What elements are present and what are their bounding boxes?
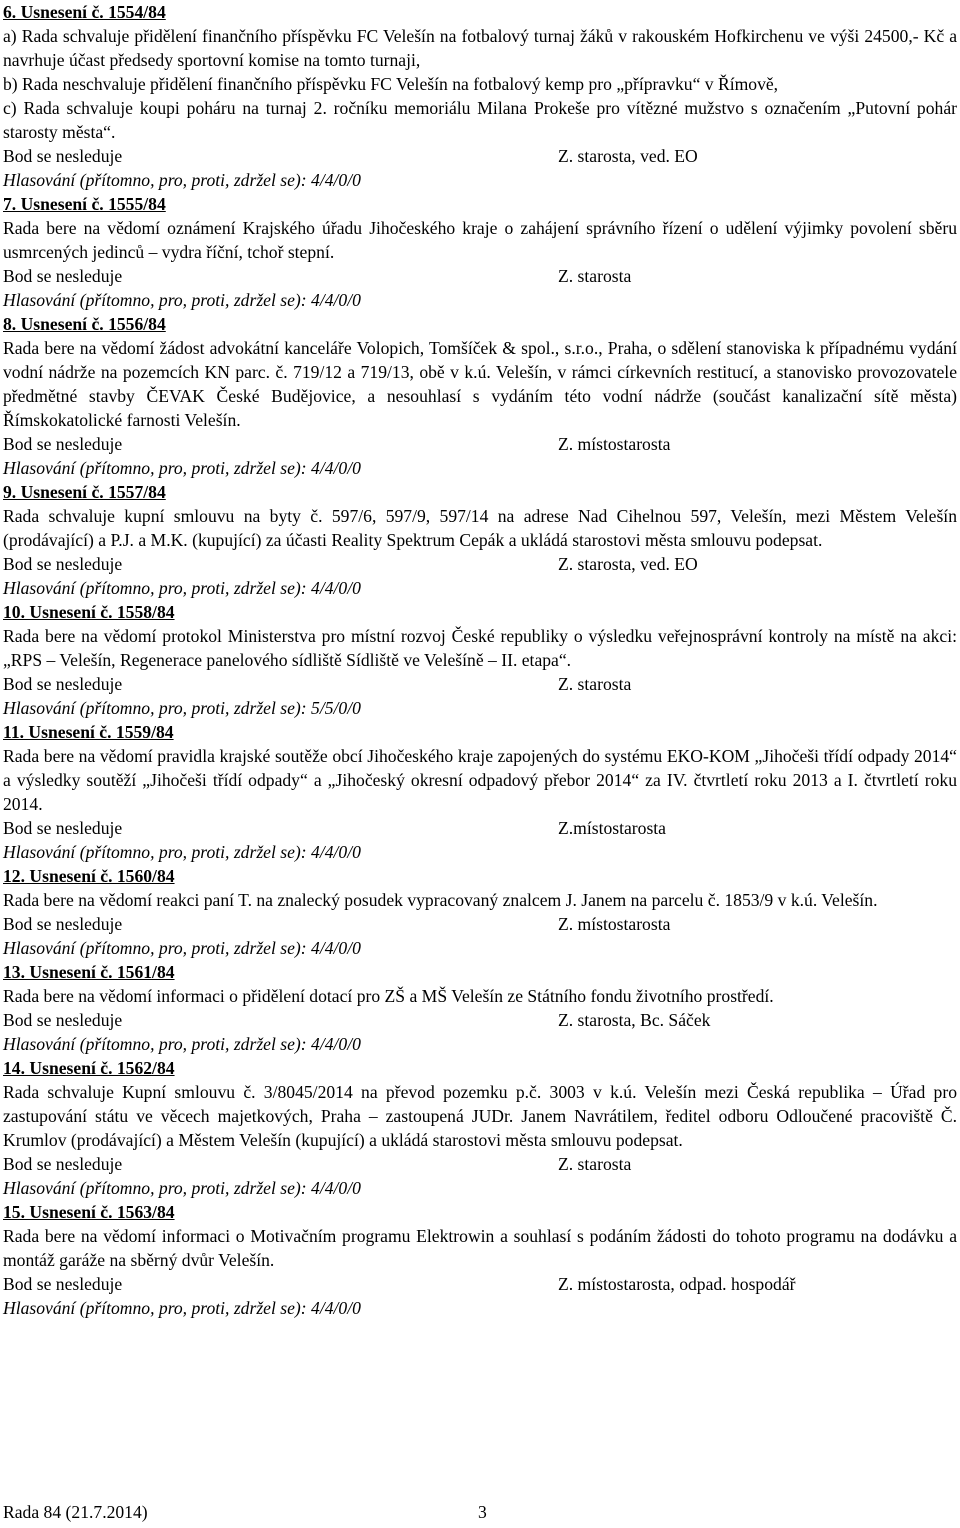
resolution-item: [3, 192, 957, 312]
responsible-person: Z. starosta, Bc. Sáček: [558, 1010, 711, 1030]
tracking-row: [3, 144, 957, 168]
vote-result: Hlasování (přítomno, pro, proti, zdržel se): 4/4/0/0: [3, 170, 361, 190]
resolution-heading: 6. Usnesení č. 1554/84: [3, 2, 166, 22]
resolution-heading: 8. Usnesení č. 1556/84: [3, 314, 166, 334]
vote-result: Hlasování (přítomno, pro, proti, zdržel se): 4/4/0/0: [3, 290, 361, 310]
tracking-row: [3, 552, 957, 576]
vote-result: Hlasování (přítomno, pro, proti, zdržel se): 4/4/0/0: [3, 1034, 361, 1054]
tracking-row: [3, 816, 957, 840]
responsible-person: Z.místostarosta: [558, 818, 666, 838]
vote-result: Hlasování (přítomno, pro, proti, zdržel se): 4/4/0/0: [3, 578, 361, 598]
resolution-heading: 12. Usnesení č. 1560/84: [3, 866, 175, 886]
vote-result: Hlasování (přítomno, pro, proti, zdržel se): 4/4/0/0: [3, 458, 361, 478]
vote-result: Hlasování (přítomno, pro, proti, zdržel se): 4/4/0/0: [3, 938, 361, 958]
resolution-text: Rada bere na vědomí informaci o přidělení dotací pro ZŠ a MŠ Velešín ze Státního fondu životního prostředí.: [3, 986, 774, 1006]
resolution-heading: 13. Usnesení č. 1561/84: [3, 962, 175, 982]
responsible-person: Z. starosta: [558, 674, 632, 694]
resolution-item: [3, 1056, 957, 1200]
resolution-text: c) Rada schvaluje koupi poháru na turnaj 2. ročníku memoriálu Milana Prokeše pro vítězné mužstvo s označením „Putovní pohár starosty města“.: [3, 98, 957, 142]
responsible-person: Z. místostarosta: [558, 434, 671, 454]
resolution-item: [3, 960, 957, 1056]
resolution-item: [3, 864, 957, 960]
tracking-status: Bod se nesleduje: [3, 914, 123, 934]
resolution-text: Rada bere na vědomí protokol Ministerstva pro místní rozvoj České republiky o výsledku veřejnosprávní kontroly na místě na akci: „RPS – Velešín, Regenerace panelového sídliště Sídliště ve Velešíně – II. etapa“.: [3, 626, 957, 670]
resolution-text: Rada bere na vědomí oznámení Krajského úřadu Jihočeského kraje o zahájení správního řízení o udělení výjimky povolení sběru usmrcených jedinců – vydra říční, tchoř stepní.: [3, 218, 957, 262]
responsible-person: Z. starosta, ved. EO: [558, 554, 698, 574]
tracking-status: Bod se nesleduje: [3, 554, 123, 574]
resolution-item: [3, 312, 957, 480]
page-footer: [3, 1500, 957, 1524]
tracking-status: Bod se nesleduje: [3, 266, 123, 286]
resolution-item: [3, 0, 957, 192]
resolution-item: [3, 480, 957, 600]
resolution-text: Rada schvaluje kupní smlouvu na byty č. 597/6, 597/9, 597/14 na adrese Nad Cihelnou 597, Velešín, mezi Městem Velešín (prodávající) a P.J. a M.K. (kupující) za účasti Reality Spektrum Cepák a ukládá starostovi města smlouvu podepsat.: [3, 506, 957, 550]
resolution-heading: 7. Usnesení č. 1555/84: [3, 194, 166, 214]
resolution-heading: 14. Usnesení č. 1562/84: [3, 1058, 175, 1078]
tracking-status: Bod se nesleduje: [3, 434, 123, 454]
tracking-row: [3, 1152, 957, 1176]
resolution-item: [3, 1200, 957, 1320]
tracking-row: [3, 432, 957, 456]
tracking-row: [3, 1272, 957, 1296]
tracking-row: [3, 912, 957, 936]
tracking-status: Bod se nesleduje: [3, 1010, 123, 1030]
tracking-status: Bod se nesleduje: [3, 1154, 123, 1174]
resolution-text: Rada schvaluje Kupní smlouvu č. 3/8045/2014 na převod pozemku p.č. 3003 v k.ú. Velešín mezi Česká republika – Úřad pro zastupování státu ve věcech majetkových, Praha – zastoupená JUDr. Janem Navrátilem, ředitel odboru Odloučené pracoviště Č. Krumlov (prodávající) a Městem Velešín (kupující) a ukládá starostovi města smlouvu podepsat.: [3, 1082, 957, 1150]
vote-result: Hlasování (přítomno, pro, proti, zdržel se): 4/4/0/0: [3, 1298, 361, 1318]
responsible-person: Z. starosta: [558, 266, 632, 286]
footer-meeting-label: Rada 84 (21.7.2014): [3, 1502, 148, 1522]
responsible-person: Z. starosta, ved. EO: [558, 146, 698, 166]
vote-result: Hlasování (přítomno, pro, proti, zdržel se): 5/5/0/0: [3, 698, 361, 718]
resolution-item: [3, 720, 957, 864]
page-number: 3: [478, 1502, 487, 1522]
resolution-text: Rada bere na vědomí pravidla krajské soutěže obcí Jihočeského kraje zapojených do systému EKO-KOM „Jihočeši třídí odpady 2014“ a výsledky soutěží „Jihočeši třídí odpady“ a „Jihočeský okresní odpadový přebor 2014“ za IV. čtvrtletí roku 2013 a I. čtvrtletí roku 2014.: [3, 746, 957, 814]
responsible-person: Z. místostarosta: [558, 914, 671, 934]
vote-result: Hlasování (přítomno, pro, proti, zdržel se): 4/4/0/0: [3, 1178, 361, 1198]
resolution-heading: 11. Usnesení č. 1559/84: [3, 722, 174, 742]
resolution-text: Rada bere na vědomí žádost advokátní kanceláře Volopich, Tomšíček & spol., s.r.o., Praha, o sdělení stanoviska k případnému vydání vodní nádrže na pozemcích KN parc. č. 719/12 a 719/13, obě v k.ú. Velešín, v rámci církevních restitucí, a stanovisko provozovatele předmětné stavby ČEVAK České Budějovice, a nesouhlasí s vydáním této vodní nádrže (součást kanalizační sítě města) Římskokatolické farnosti Velešín.: [3, 338, 957, 430]
responsible-person: Z. místostarosta, odpad. hospodář: [558, 1274, 796, 1294]
resolution-text: b) Rada neschvaluje přidělení finančního příspěvku FC Velešín na fotbalový kemp pro „přípravku“ v Římově,: [3, 74, 779, 94]
resolution-text: a) Rada schvaluje přidělení finančního příspěvku FC Velešín na fotbalový turnaj žáků v rakouském Hofkirchenu ve výši 24500,- Kč a navrhuje účast předsedy sportovní komise na tomto turnaji,: [3, 26, 957, 70]
tracking-status: Bod se nesleduje: [3, 818, 123, 838]
responsible-person: Z. starosta: [558, 1154, 632, 1174]
resolution-text: Rada bere na vědomí informaci o Motivačním programu Elektrowin a souhlasí s podáním žádosti do tohoto programu na dodávku a montáž garáže na sběrný dvůr Velešín.: [3, 1226, 957, 1270]
resolution-text: Rada bere na vědomí reakci paní T. na znalecký posudek vypracovaný znalcem J. Janem na parcelu č. 1853/9 v k.ú. Velešín.: [3, 890, 878, 910]
tracking-row: [3, 264, 957, 288]
vote-result: Hlasování (přítomno, pro, proti, zdržel se): 4/4/0/0: [3, 842, 361, 862]
resolution-heading: 15. Usnesení č. 1563/84: [3, 1202, 175, 1222]
resolution-item: [3, 600, 957, 720]
tracking-status: Bod se nesleduje: [3, 146, 123, 166]
resolution-heading: 9. Usnesení č. 1557/84: [3, 482, 166, 502]
tracking-row: [3, 672, 957, 696]
tracking-status: Bod se nesleduje: [3, 1274, 123, 1294]
tracking-row: [3, 1008, 957, 1032]
resolution-heading: 10. Usnesení č. 1558/84: [3, 602, 175, 622]
document-body: [3, 0, 957, 1320]
tracking-status: Bod se nesleduje: [3, 674, 123, 694]
